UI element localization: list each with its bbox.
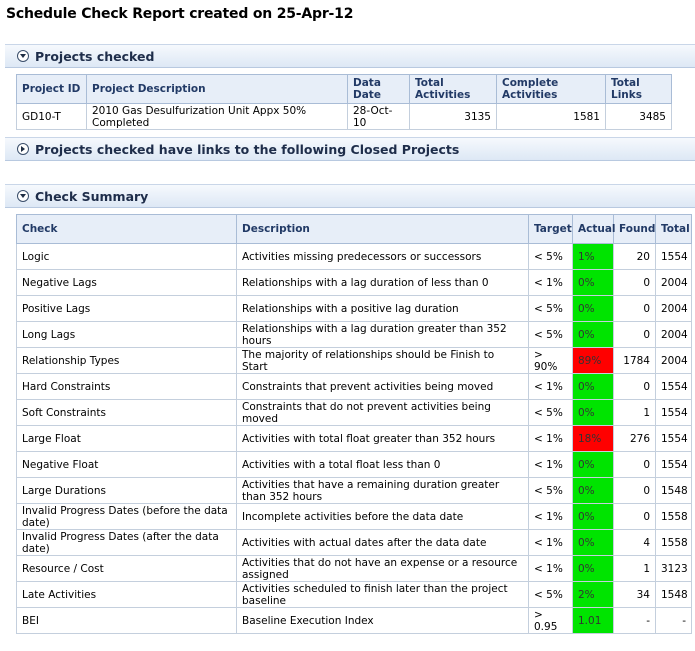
check-name: Soft Constraints	[17, 400, 237, 426]
column-header: Found	[614, 215, 656, 244]
check-target: < 5%	[529, 582, 573, 608]
check-target: < 5%	[529, 478, 573, 504]
check-target: < 1%	[529, 270, 573, 296]
closed-projects-header[interactable]	[5, 137, 695, 161]
projects-table	[16, 74, 672, 130]
check-total: 2004	[656, 322, 692, 348]
table-row	[17, 608, 692, 634]
check-total: 1554	[656, 374, 692, 400]
report-title: Schedule Check Report created on 25-Apr-12	[6, 6, 354, 22]
check-name: Resource / Cost	[17, 556, 237, 582]
check-description: Activities with a total float less than 0	[237, 452, 529, 478]
table-cell: 3135	[410, 104, 497, 130]
column-header: Data Date	[348, 75, 410, 104]
check-target: < 1%	[529, 426, 573, 452]
check-found: -	[614, 608, 656, 634]
table-row	[17, 478, 692, 504]
check-actual: 18%	[573, 426, 614, 452]
table-cell: 2010 Gas Desulfurization Unit Appx 50% Completed	[87, 104, 348, 130]
check-name: Logic	[17, 244, 237, 270]
check-found: 1	[614, 556, 656, 582]
check-description: Relationships with a positive lag duration	[237, 296, 529, 322]
check-total: 1558	[656, 530, 692, 556]
check-found: 0	[614, 504, 656, 530]
table-row	[17, 582, 692, 608]
column-header: Target	[529, 215, 573, 244]
check-name: Long Lags	[17, 322, 237, 348]
check-target: < 1%	[529, 504, 573, 530]
check-target: < 1%	[529, 374, 573, 400]
table-row	[17, 374, 692, 400]
check-total: 1548	[656, 478, 692, 504]
check-found: 0	[614, 374, 656, 400]
check-target: < 5%	[529, 296, 573, 322]
check-description: Activities that have a remaining duration greater than 352 hours	[237, 478, 529, 504]
column-header: Project Description	[87, 75, 348, 104]
check-actual: 0%	[573, 270, 614, 296]
check-found: 1	[614, 400, 656, 426]
table-row	[17, 104, 672, 130]
check-description: Constraints that prevent activities being moved	[237, 374, 529, 400]
check-found: 0	[614, 322, 656, 348]
check-target: < 1%	[529, 556, 573, 582]
column-header: Description	[237, 215, 529, 244]
table-row	[17, 504, 692, 530]
table-row	[17, 270, 692, 296]
column-header: Total Activities	[410, 75, 497, 104]
table-row	[17, 348, 692, 374]
check-description: Constraints that do not prevent activities being moved	[237, 400, 529, 426]
column-header: Actual	[573, 215, 614, 244]
check-description: Relationships with a lag duration greater than 352 hours	[237, 322, 529, 348]
check-name: Invalid Progress Dates (before the data date)	[17, 504, 237, 530]
check-name: Negative Lags	[17, 270, 237, 296]
check-total: 1554	[656, 244, 692, 270]
check-target: > 0.95	[529, 608, 573, 634]
check-description: Baseline Execution Index	[237, 608, 529, 634]
expand-arrow-icon[interactable]	[17, 143, 29, 155]
check-name: Late Activities	[17, 582, 237, 608]
check-name: Negative Float	[17, 452, 237, 478]
table-row	[17, 426, 692, 452]
check-found: 4	[614, 530, 656, 556]
check-target: > 90%	[529, 348, 573, 374]
column-header: Total Links	[606, 75, 672, 104]
check-target: < 1%	[529, 530, 573, 556]
check-summary-table	[16, 214, 692, 634]
column-header: Check	[17, 215, 237, 244]
check-found: 0	[614, 452, 656, 478]
table-row	[17, 452, 692, 478]
check-actual: 0%	[573, 478, 614, 504]
column-header: Complete Activities	[497, 75, 606, 104]
check-name: BEI	[17, 608, 237, 634]
check-target: < 1%	[529, 452, 573, 478]
check-name: Positive Lags	[17, 296, 237, 322]
collapse-arrow-icon[interactable]	[17, 50, 29, 62]
check-found: 1784	[614, 348, 656, 374]
check-found: 276	[614, 426, 656, 452]
check-total: 1548	[656, 582, 692, 608]
check-description: Activities with actual dates after the data date	[237, 530, 529, 556]
check-description: Activities missing predecessors or successors	[237, 244, 529, 270]
column-header: Project ID	[17, 75, 87, 104]
table-row	[17, 322, 692, 348]
check-description: The majority of relationships should be Finish to Start	[237, 348, 529, 374]
check-total: 2004	[656, 270, 692, 296]
section-title: Projects checked	[35, 48, 155, 64]
check-description: Incomplete activities before the data date	[237, 504, 529, 530]
check-total: 1554	[656, 400, 692, 426]
check-found: 20	[614, 244, 656, 270]
check-name: Large Float	[17, 426, 237, 452]
table-cell: 3485	[606, 104, 672, 130]
section-title: Check Summary	[35, 188, 149, 204]
section-title: Projects checked have links to the following Closed Projects	[35, 141, 460, 157]
table-row	[17, 244, 692, 270]
check-actual: 89%	[573, 348, 614, 374]
collapse-arrow-icon[interactable]	[17, 190, 29, 202]
check-total: 1554	[656, 452, 692, 478]
check-description: Activities scheduled to finish later than the project baseline	[237, 582, 529, 608]
table-row	[17, 556, 692, 582]
check-total: 3123	[656, 556, 692, 582]
check-actual: 2%	[573, 582, 614, 608]
check-actual: 1%	[573, 244, 614, 270]
check-total: 1554	[656, 426, 692, 452]
table-row	[17, 530, 692, 556]
check-total: 2004	[656, 296, 692, 322]
table-row	[17, 296, 692, 322]
check-found: 34	[614, 582, 656, 608]
check-description: Activities with total float greater than 352 hours	[237, 426, 529, 452]
table-cell: 1581	[497, 104, 606, 130]
check-found: 0	[614, 296, 656, 322]
check-actual: 0%	[573, 374, 614, 400]
check-actual: 0%	[573, 322, 614, 348]
table-cell: GD10-T	[17, 104, 87, 130]
check-description: Activities that do not have an expense or a resource assigned	[237, 556, 529, 582]
check-name: Invalid Progress Dates (after the data date)	[17, 530, 237, 556]
check-target: < 5%	[529, 400, 573, 426]
projects-checked-header[interactable]	[5, 44, 695, 68]
check-summary-header[interactable]	[5, 184, 695, 208]
check-target: < 5%	[529, 244, 573, 270]
check-total: 2004	[656, 348, 692, 374]
check-target: < 5%	[529, 322, 573, 348]
check-name: Large Durations	[17, 478, 237, 504]
check-actual: 0%	[573, 452, 614, 478]
check-name: Relationship Types	[17, 348, 237, 374]
check-found: 0	[614, 270, 656, 296]
check-total: -	[656, 608, 692, 634]
check-found: 0	[614, 478, 656, 504]
table-row	[17, 400, 692, 426]
check-actual: 0%	[573, 296, 614, 322]
check-actual: 0%	[573, 400, 614, 426]
check-actual: 0%	[573, 504, 614, 530]
check-name: Hard Constraints	[17, 374, 237, 400]
check-total: 1558	[656, 504, 692, 530]
column-header: Total	[656, 215, 692, 244]
check-actual: 0%	[573, 556, 614, 582]
table-cell: 28-Oct-10	[348, 104, 410, 130]
check-actual: 1.01	[573, 608, 614, 634]
check-description: Relationships with a lag duration of less than 0	[237, 270, 529, 296]
check-actual: 0%	[573, 530, 614, 556]
